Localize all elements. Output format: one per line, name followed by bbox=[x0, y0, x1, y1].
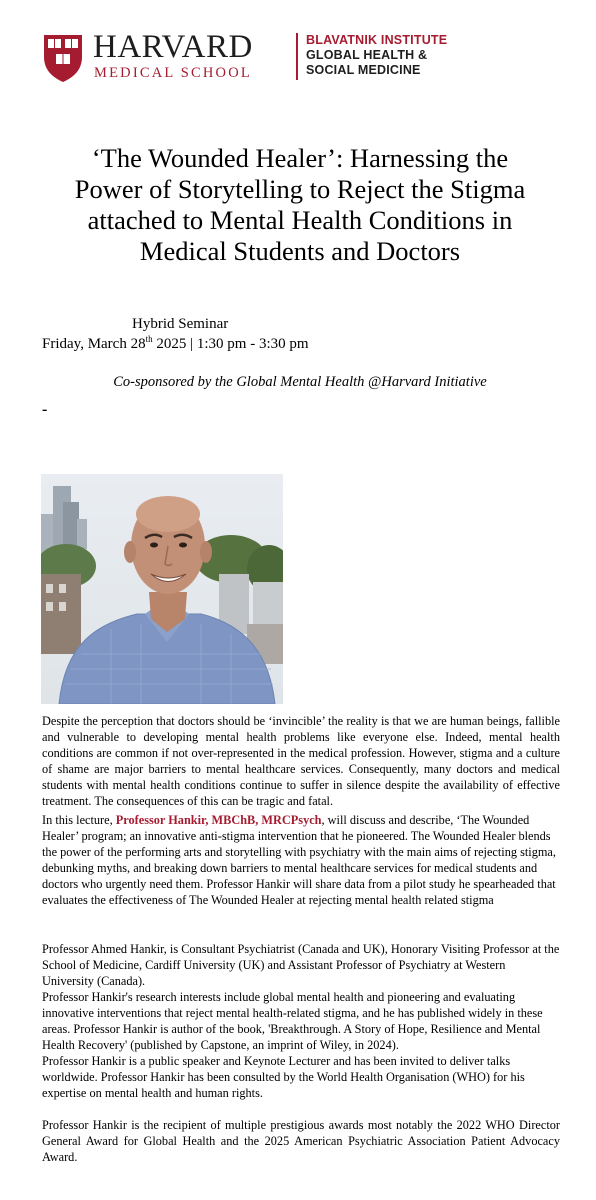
harvard-shield-icon bbox=[42, 33, 84, 83]
awards-paragraph: Professor Hankir is the recipient of multiple prestigious awards most notably the 2022 WHO Director General Award for Global Health and the 2025 American Psychiatric Association Patient Advocacy Award. bbox=[42, 1118, 560, 1164]
research-interests-paragraph: Professor Hankir's research interests include global mental health and pioneering and evaluating innovative interventions that reject mental health-related stigma, and he has published widely in these areas. Professor Hankir is author of the book, 'Breakthrough. A Story of Hope, Resilience and Mental Health Recovery' (published by Capstone, an imprint of Wiley, in 2024). bbox=[42, 990, 543, 1052]
event-title-line: attached to Mental Health Conditions in bbox=[87, 205, 513, 235]
cosponsor-line: Co-sponsored by the Global Mental Health @Harvard Initiative bbox=[113, 374, 487, 390]
intro-paragraph: Despite the perception that doctors should be ‘invincible’ the reality is that we are human beings, fallible and vulnerable to developing mental health problems like everyone else. Indeed, mental health conditions are common if not over-represented in the medical profession. However, stigma and a culture of shame are major barriers to mental healthcare services. Consequently, many doctors and medical students with mental health conditions continue to suffer in silence despite the availability of effective treatment. The consequences of this can be tragic and fatal. bbox=[42, 714, 560, 808]
event-title bbox=[40, 143, 560, 267]
harvard-wordmark: HARVARD bbox=[93, 29, 253, 65]
public-speaking-paragraph: Professor Hankir is a public speaker and Keynote Lecturer and has been invited to deliver talks worldwide. Professor Hankir has been consulted by the World Health Organisation (WHO) for his expertise on mental health and human rights. bbox=[42, 1054, 525, 1100]
logo-divider bbox=[296, 33, 298, 80]
medical-school-label: MEDICAL SCHOOL bbox=[94, 65, 252, 81]
global-health-label: GLOBAL HEALTH & bbox=[306, 48, 428, 62]
event-date: Friday, March 28 bbox=[42, 336, 146, 352]
social-medicine-label: SOCIAL MEDICINE bbox=[306, 63, 421, 77]
lecture-description-paragraph bbox=[42, 812, 560, 908]
event-title-line: Power of Storytelling to Reject the Stigma bbox=[74, 174, 526, 204]
blavatnik-institute-label: BLAVATNIK INSTITUTE bbox=[306, 33, 448, 47]
event-time: 2025 | 1:30 pm - 3:30 pm bbox=[152, 336, 309, 352]
speaker-bio-paragraph: Professor Ahmed Hankir, is Consultant Psychiatrist (Canada and UK), Honorary Visiting Professor at the School of Medicine, Cardiff University (UK) and Assistant Professor of Psychiatry at Western University (Canada). bbox=[42, 942, 560, 988]
speaker-name-highlight: Professor Hankir, MBChB, MRCPsych bbox=[115, 813, 322, 827]
speaker-photo bbox=[41, 474, 283, 704]
separator-dash: - bbox=[42, 401, 48, 418]
lecture-description-text: , will discuss and describe, ‘The Wounded Healer’ program; an innovative anti-stigma intervention that he pioneered. The Wounded Healer blends the power of the performing arts and storytelling with psychiatry with the main aims of rejecting stigma, debunking myths, and breaking down barriers to mental healthcare services for medical students and doctors who urgently need them. Professor Hankir will share data from a pilot study he spearheaded that evaluates the effectiveness of The Wounded Healer at rejecting mental health related stigma bbox=[42, 813, 556, 907]
event-datetime bbox=[42, 334, 309, 353]
event-title-line: Medical Students and Doctors bbox=[139, 236, 461, 266]
header-logos bbox=[42, 31, 562, 83]
event-format: Hybrid Seminar bbox=[132, 316, 229, 332]
lecture-description-intro: In this lecture, bbox=[42, 813, 116, 827]
event-title-line: ‘The Wounded Healer’: Harnessing the bbox=[91, 143, 509, 173]
event-date-suffix: th bbox=[145, 334, 153, 344]
speaker-portrait-image bbox=[41, 474, 283, 704]
